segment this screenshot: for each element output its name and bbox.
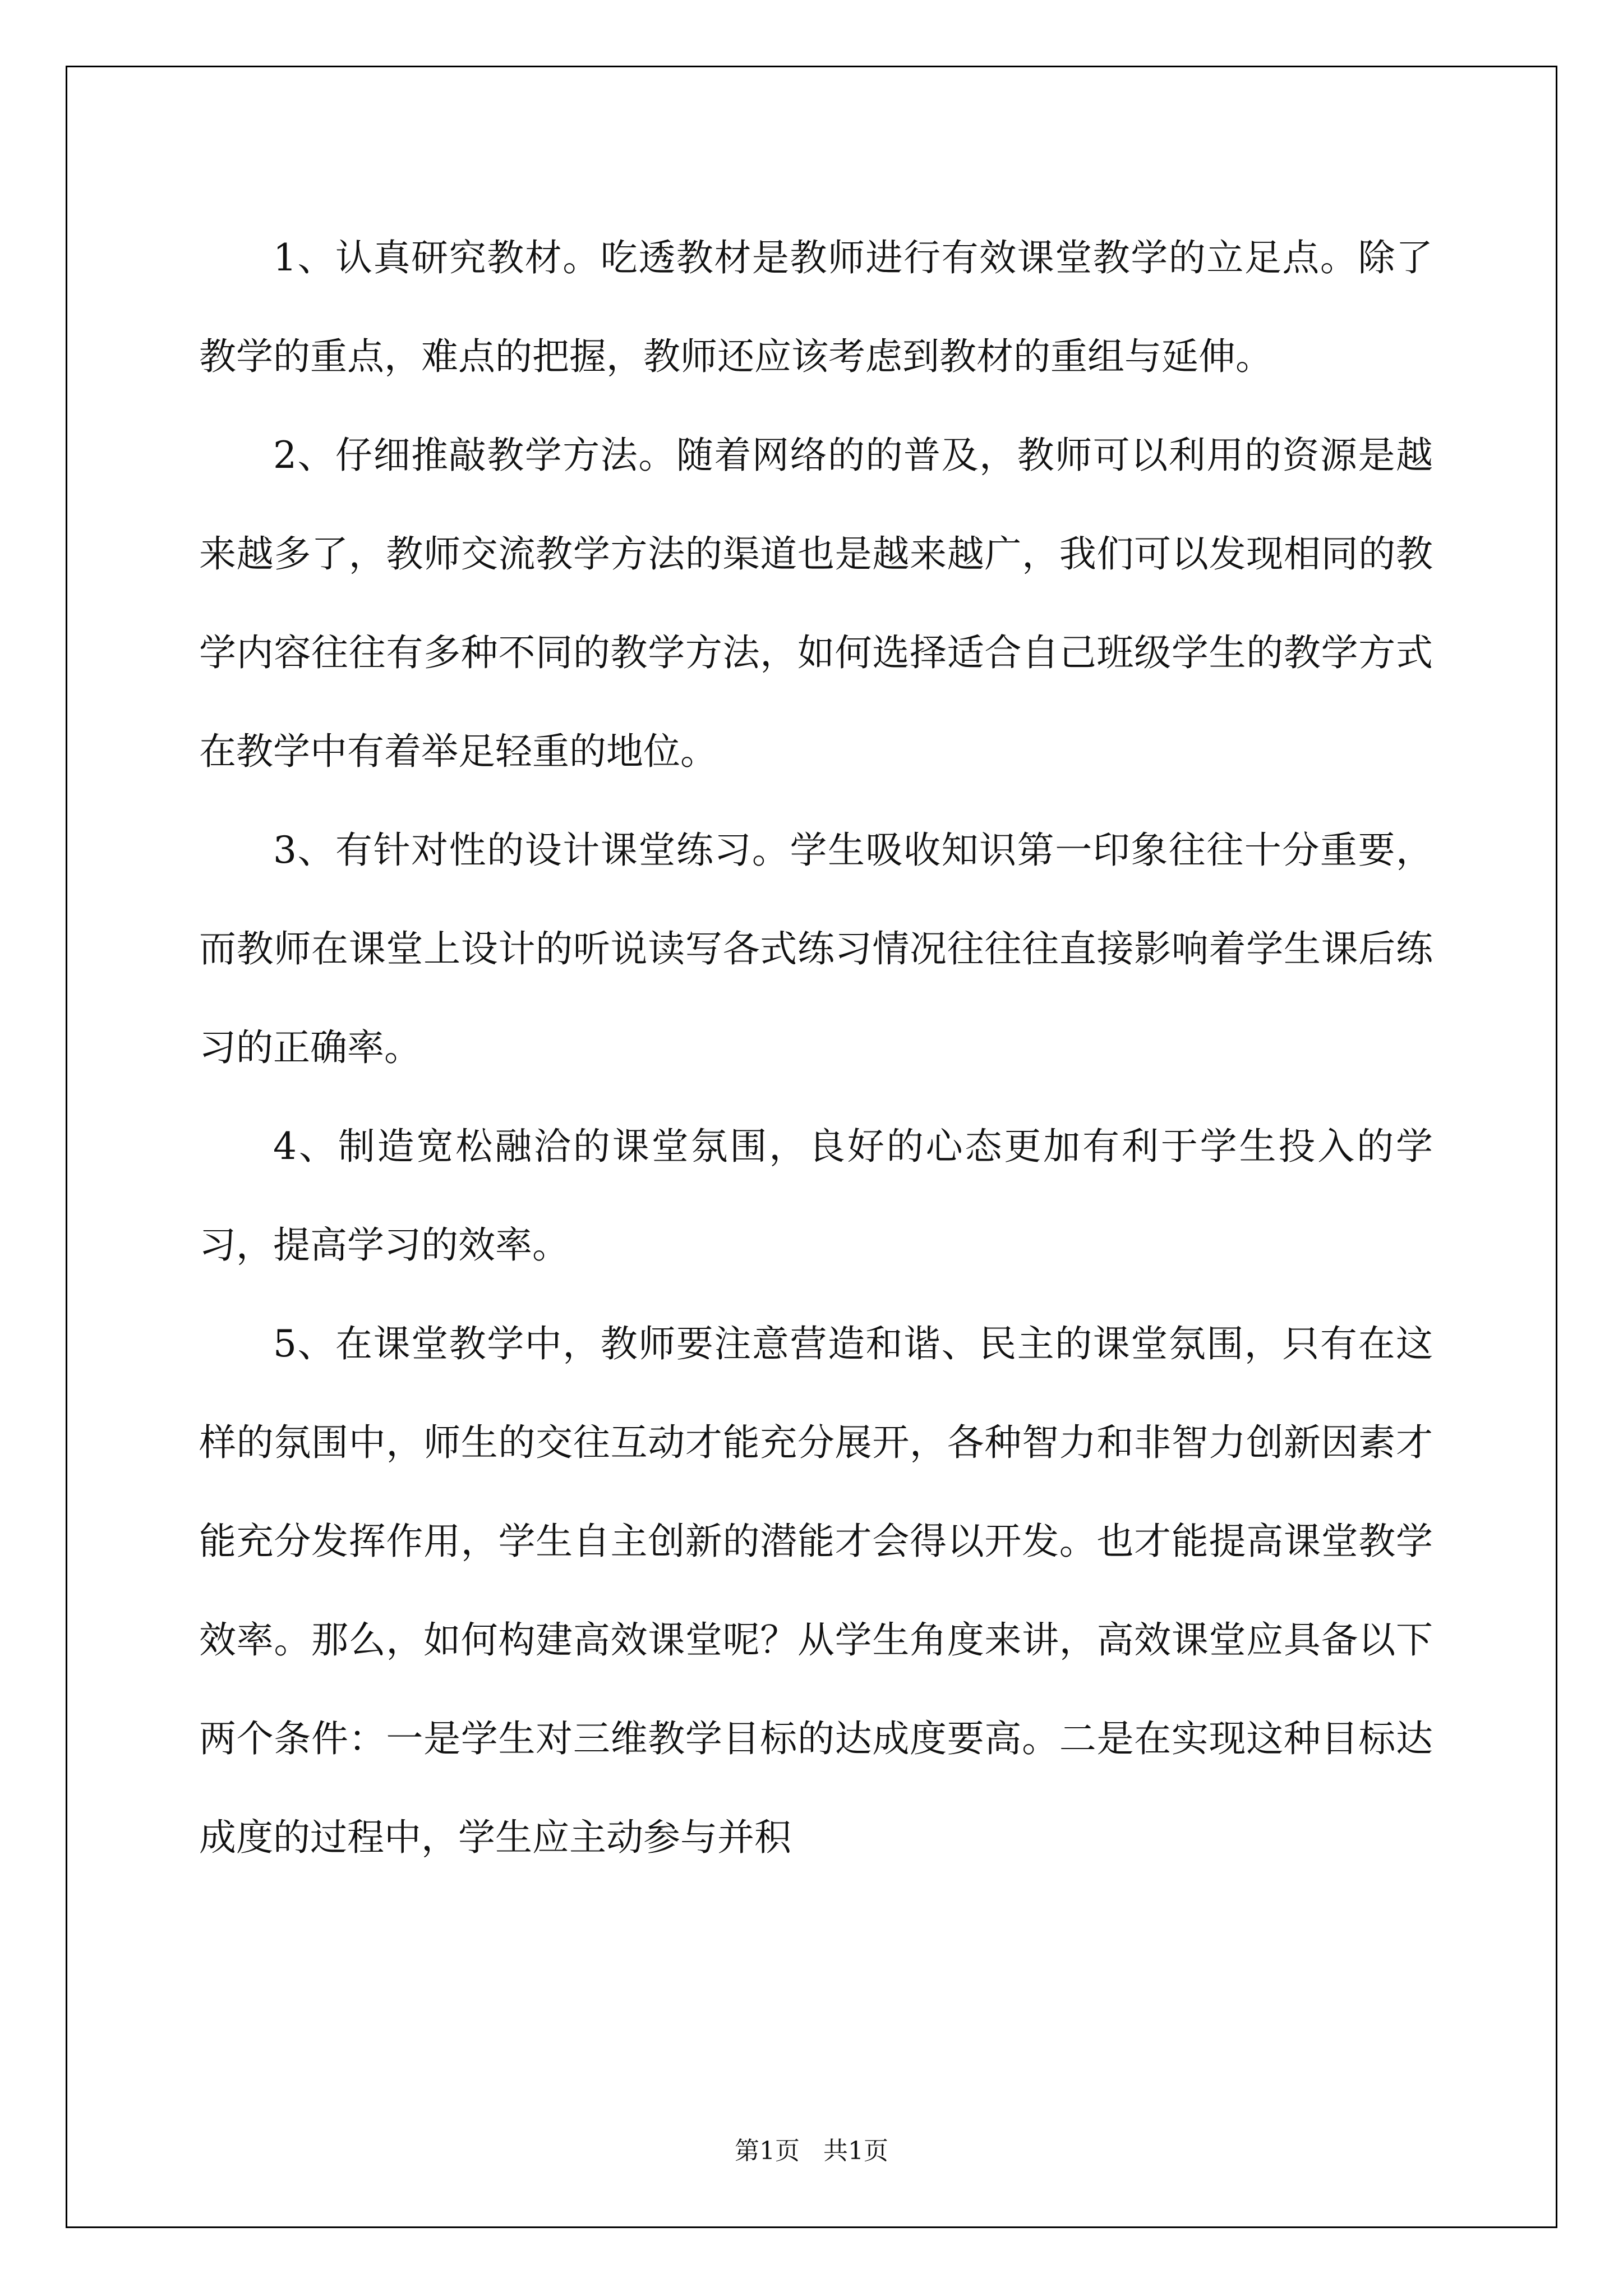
- paragraph-4: 4、制造宽松融洽的课堂氛围，良好的心态更加有利于学生投入的学习，提高学习的效率。: [199, 1125, 1433, 1267]
- paragraph-3: 3、有针对性的设计课堂练习。学生吸收知识第一印象往往十分重要，而教师在课堂上设计的听说读写各式练习情况往往往直接影响着学生课后练习的正确率。: [199, 829, 1433, 1069]
- page-footer: [0, 2131, 1623, 2166]
- page-number: 第1页: [735, 2137, 800, 2165]
- document-body: [199, 209, 1433, 1887]
- page-total: 共1页: [823, 2137, 888, 2165]
- paragraph-5: 5、在课堂教学中，教师要注意营造和谐、民主的课堂氛围，只有在这样的氛围中，师生的交往互动才能充分展开，各种智力和非智力创新因素才能充分发挥作用，学生自主创新的潜能才会得以开发。也才能提高课堂教学效率。那么，如何构建高效课堂呢？从学生角度来讲，高效课堂应具备以下两个条件：一是学生对三维教学目标的达成度要高。二是在实现这种目标达成度的过程中，学生应主动参与并积: [199, 1322, 1433, 1859]
- paragraph-2: 2、仔细推敲教学方法。随着网络的的普及，教师可以利用的资源是越来越多了，教师交流教学方法的渠道也是越来越广，我们可以发现相同的教学内容往往有多种不同的教学方法，如何选择适合自己班级学生的教学方式在教学中有着举足轻重的地位。: [199, 434, 1433, 773]
- paragraph-1: 1、认真研究教材。吃透教材是教师进行有效课堂教学的立足点。除了教学的重点，难点的把握，教师还应该考虑到教材的重组与延伸。: [199, 236, 1433, 378]
